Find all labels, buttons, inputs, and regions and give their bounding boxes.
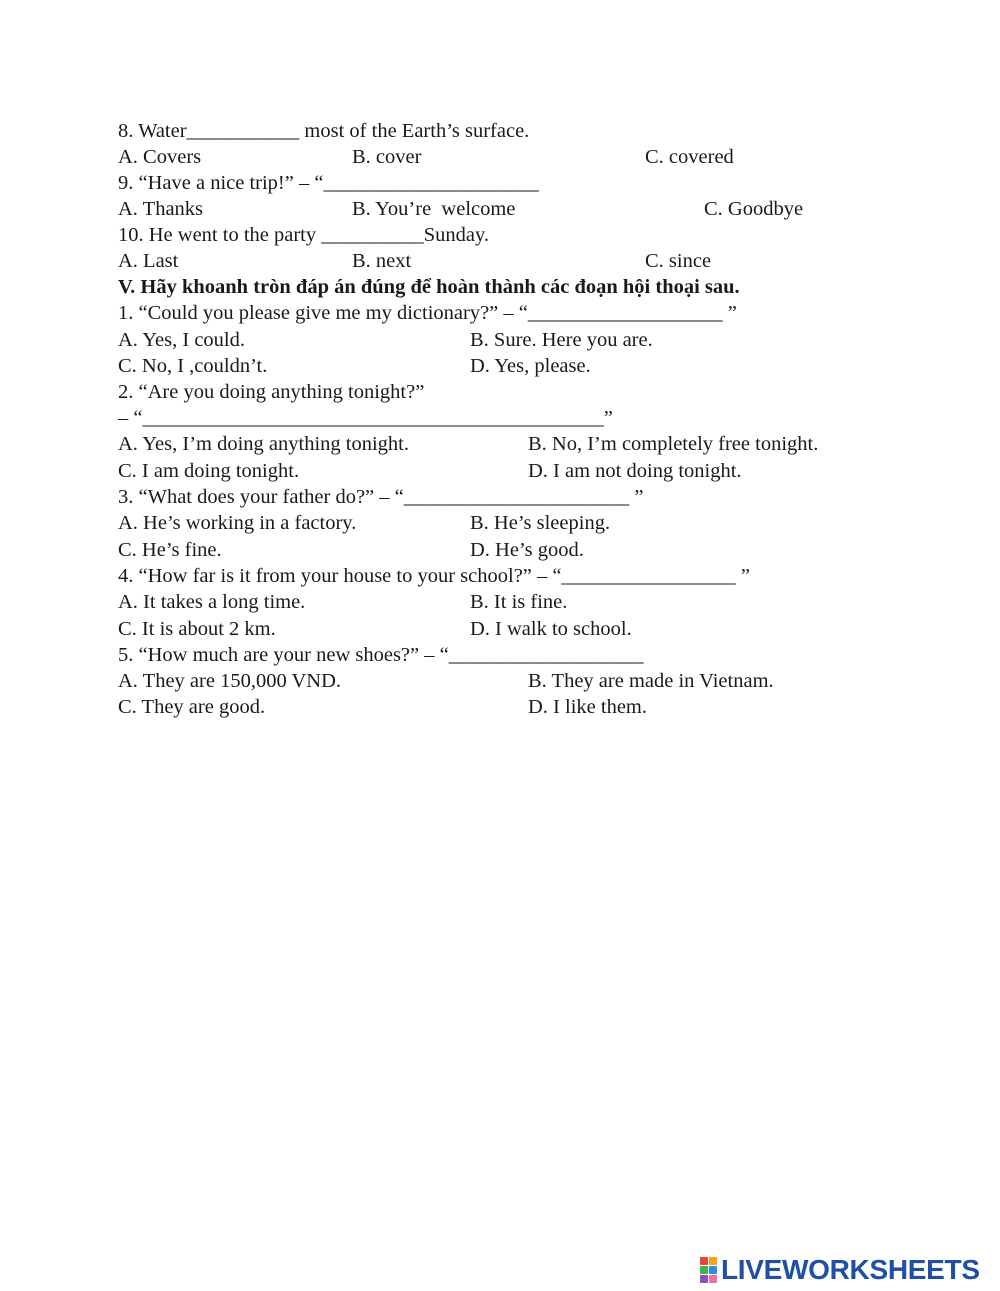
d4-option-a: A. It takes a long time. (118, 591, 306, 613)
dialogue-5: 5. “How much are your new shoes?” – “___________________ (118, 644, 644, 666)
d1-option-a: A. Yes, I could. (118, 329, 245, 351)
q9-option-b: B. You’re welcome (352, 198, 516, 220)
d4-option-b: B. It is fine. (470, 591, 568, 613)
dialogue-1: 1. “Could you please give me my dictionary?” – “___________________ ” (118, 302, 737, 324)
d1-option-b: B. Sure. Here you are. (470, 329, 653, 351)
question-8: 8. Water___________ most of the Earth’s surface. (118, 120, 530, 142)
logo-blocks-icon (700, 1257, 717, 1283)
d2-option-b: B. No, I’m completely free tonight. (528, 433, 819, 455)
d2-option-a: A. Yes, I’m doing anything tonight. (118, 433, 409, 455)
q8-option-c: C. covered (645, 146, 734, 168)
logo-block (709, 1257, 717, 1265)
logo-block (700, 1257, 708, 1265)
d3-option-a: A. He’s working in a factory. (118, 512, 357, 534)
q8-option-b: B. cover (352, 146, 422, 168)
q9-option-c: C. Goodbye (704, 198, 804, 220)
q9-option-a: A. Thanks (118, 198, 204, 220)
dialogue-3: 3. “What does your father do?” – “______________________ ” (118, 486, 644, 508)
logo-block (709, 1275, 717, 1283)
logo-text: LIVEWORKSHEETS (721, 1254, 980, 1285)
d5-option-b: B. They are made in Vietnam. (528, 670, 774, 692)
d3-option-c: C. He’s fine. (118, 539, 222, 561)
d4-option-d: D. I walk to school. (470, 618, 632, 640)
logo-block (700, 1266, 708, 1274)
d5-option-d: D. I like them. (528, 696, 647, 718)
logo-block (709, 1266, 717, 1274)
q10-option-c: C. since (645, 250, 712, 272)
q10-option-a: A. Last (118, 250, 179, 272)
liveworksheets-logo (700, 1252, 980, 1288)
d5-option-c: C. They are good. (118, 696, 266, 718)
d2-option-d: D. I am not doing tonight. (528, 460, 742, 482)
q8-option-a: A. Covers (118, 146, 202, 168)
question-9: 9. “Have a nice trip!” – “_____________________ (118, 172, 539, 194)
logo-block (700, 1275, 708, 1283)
d3-option-b: B. He’s sleeping. (470, 512, 611, 534)
dialogue-2: 2. “Are you doing anything tonight?” (118, 381, 425, 403)
q10-option-b: B. next (352, 250, 412, 272)
dialogue-4: 4. “How far is it from your house to your school?” – “_________________ ” (118, 565, 750, 587)
d1-option-c: C. No, I ,couldn’t. (118, 355, 268, 377)
d3-option-d: D. He’s good. (470, 539, 584, 561)
d2-option-c: C. I am doing tonight. (118, 460, 300, 482)
section-v-heading: V. Hãy khoanh tròn đáp án đúng để hoàn thành các đoạn hội thoại sau. (118, 276, 740, 298)
d5-option-a: A. They are 150,000 VND. (118, 670, 341, 692)
d2-answer-blank: – “_____________________________________________” (118, 407, 613, 429)
question-10: 10. He went to the party __________Sunday. (118, 224, 490, 246)
d4-option-c: C. It is about 2 km. (118, 618, 276, 640)
d1-option-d: D. Yes, please. (470, 355, 591, 377)
